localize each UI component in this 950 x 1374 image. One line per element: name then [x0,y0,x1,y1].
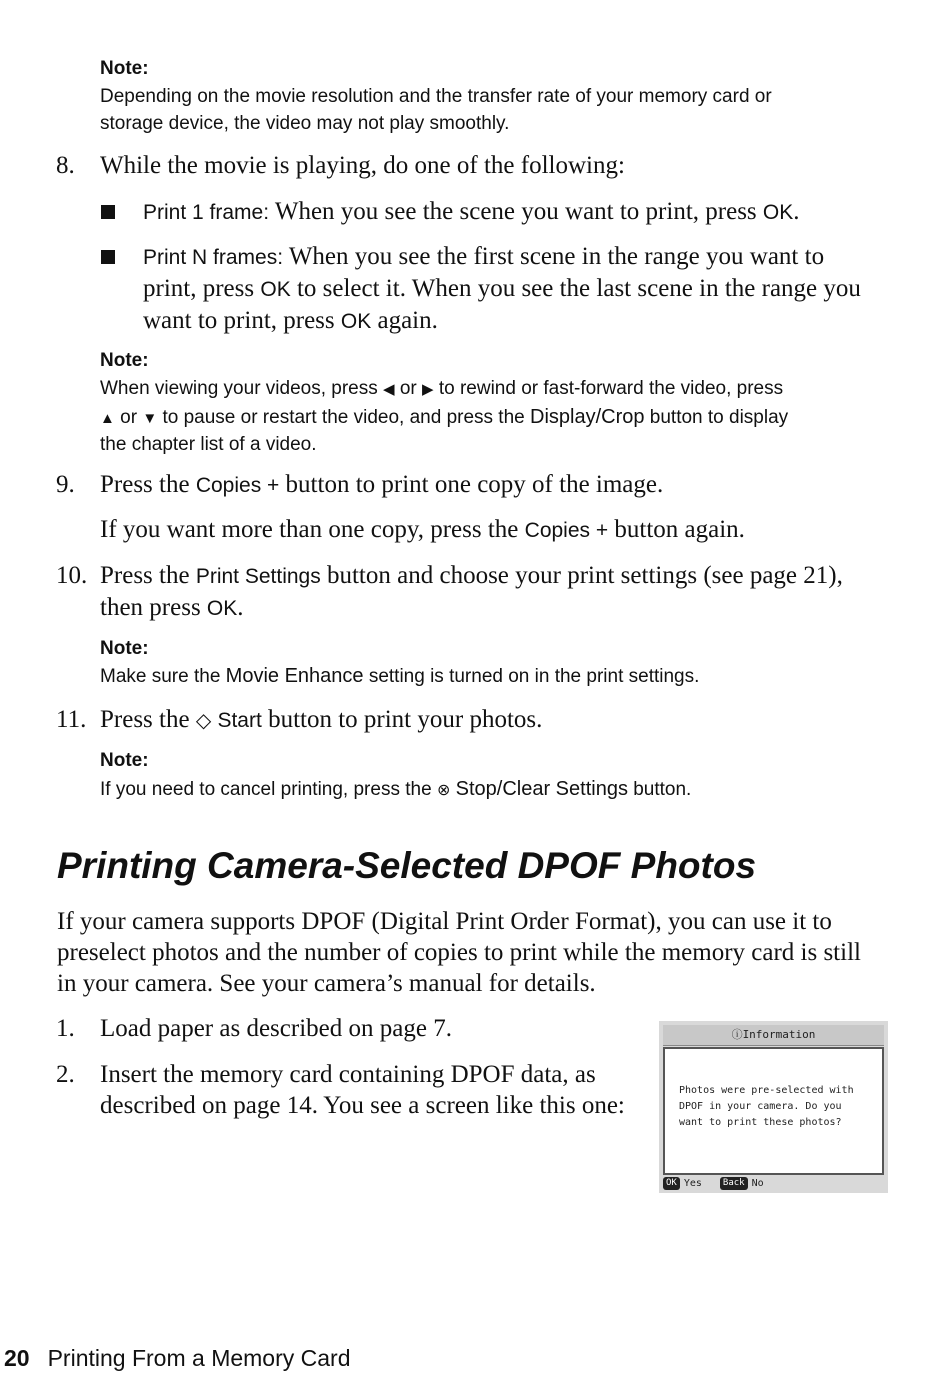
step-text-part: Press the [100,471,196,498]
note-text-part: the chapter list of a video. [100,434,317,455]
footer-title: Printing From a Memory Card [47,1345,351,1371]
note-text [100,776,691,805]
key-label: Print 1 frame: [143,201,270,224]
bullet-text: to select it. When you see the last scene in the range you [290,275,861,302]
key-label: Movie Enhance [225,665,364,687]
bullet-text: When you see the scene you want to print, press [269,198,763,225]
step-text [100,514,745,546]
note-heading: Note: [100,638,149,659]
step-text: While the movie is playing, do one of the following: [100,152,625,179]
section-heading: Printing Camera-Selected DPOF Photos [57,845,757,886]
bullet-text: again. [371,307,438,334]
note-text-part: When viewing your videos, press [100,378,384,399]
left-arrow-icon: ◀ [383,381,395,398]
lcd-message-panel [663,1047,884,1175]
note-line: storage device, the video may not play smoothly. [100,112,510,134]
note-heading: Note: [100,58,149,79]
lcd-message [679,1083,879,1131]
note-text-part: or [114,406,143,428]
key-label: Print Settings [195,565,321,588]
step-text-part: then press [100,594,207,621]
step-text-part: If you want more than one copy, press the [100,516,525,543]
key-label: OK [260,278,291,301]
key-label: OK [206,597,238,620]
step-text-part: Press the [100,706,196,733]
step-text [100,469,663,501]
info-icon: ⓘ [731,1028,743,1041]
note-text-part: setting is turned on in the print settings. [363,666,700,687]
lcd-footer [663,1175,764,1191]
key-label: OK [762,201,794,224]
step-number: 8. [56,152,75,179]
note-text-part: or [394,378,423,399]
step-text-part: . [237,594,244,621]
note-text [100,376,788,459]
step-text [100,560,843,624]
note-text-part: button to display [644,406,789,428]
lcd-option-label: No [751,1177,764,1189]
step-number: 1. [56,1015,75,1042]
note-text [100,84,772,137]
bullet-text: print, press [143,275,261,302]
lcd-screen-image [659,1021,888,1193]
paragraph-line: in your camera. See your camera’s manual for details. [57,970,596,997]
up-arrow-icon: ▲ [100,409,115,427]
note-text-part: button. [627,779,692,800]
note-text-part: to rewind or fast-forward the video, press [433,378,784,399]
key-label: OK [340,310,372,333]
bullet-item [143,241,861,337]
step-number: 10. [56,562,88,589]
section-heading-wrap [57,845,756,887]
down-arrow-icon: ▼ [142,409,158,427]
bullet-icon [101,250,115,269]
step-text-part: button again. [608,516,745,543]
page-footer [4,1345,351,1372]
note-line: Depending on the movie resolution and the transfer rate of your memory card or [100,86,772,107]
lcd-title: Information [742,1028,816,1041]
note-heading: Note: [100,750,149,771]
key-label: Start [217,709,262,732]
lcd-message-line: Photos were pre-selected with [679,1085,854,1096]
step-text [100,1059,625,1121]
bullet-icon [101,205,115,224]
note-heading: Note: [100,350,149,371]
right-arrow-icon: ▶ [422,381,434,398]
step-text-part: described on page 14. You see a screen like this one: [100,1092,625,1119]
back-button-icon: Back [720,1177,748,1190]
lcd-message-line: want to print these photos? [679,1117,842,1128]
paragraph-line: preselect photos and the number of copies to print while the memory card is still [57,939,861,966]
bullet-text: When you see the first scene in the range you want to [283,243,825,270]
stop-icon: ⊗ [436,782,451,799]
paragraph-line: If your camera supports DPOF (Digital Print Order Format), you can use it to [57,908,832,935]
key-label: Display/Crop [530,405,645,428]
note-text-part: Make sure the [100,666,226,687]
key-label: Print N frames: [143,246,284,269]
start-icon: ◇ [195,710,212,732]
ok-button-icon: OK [663,1177,680,1190]
note-text-part: If you need to cancel printing, press the [100,779,437,800]
step-text-part: button to print one copy of the image. [279,471,664,498]
step-text: Load paper as described on page 7. [100,1015,452,1042]
section-paragraph [57,906,861,999]
step-text-part: Press the [100,562,196,589]
page-number: 20 [4,1345,30,1371]
lcd-title-bar [663,1025,884,1046]
step-number: 2. [56,1061,75,1088]
bullet-item [143,196,800,228]
note-text-part: to pause or restart the video, and press the [157,406,531,428]
step-number: 11. [56,706,87,733]
lcd-option-label: Yes [683,1177,702,1189]
lcd-message-line: DPOF in your camera. Do you [679,1101,842,1112]
note-text [100,663,699,691]
step-text [100,704,542,737]
key-label: Copies + [524,519,609,542]
key-label: Copies + [195,474,280,497]
bullet-text: . [793,198,800,225]
step-number: 9. [56,471,75,498]
key-label: Stop/Clear Settings [455,778,628,800]
step-text-part: button to print your photos. [261,706,543,733]
step-text-part: button and choose your print settings (see page 21), [320,562,843,589]
bullet-text: want to print, press [143,307,341,334]
step-text-part: Insert the memory card containing DPOF data, as [100,1061,596,1088]
